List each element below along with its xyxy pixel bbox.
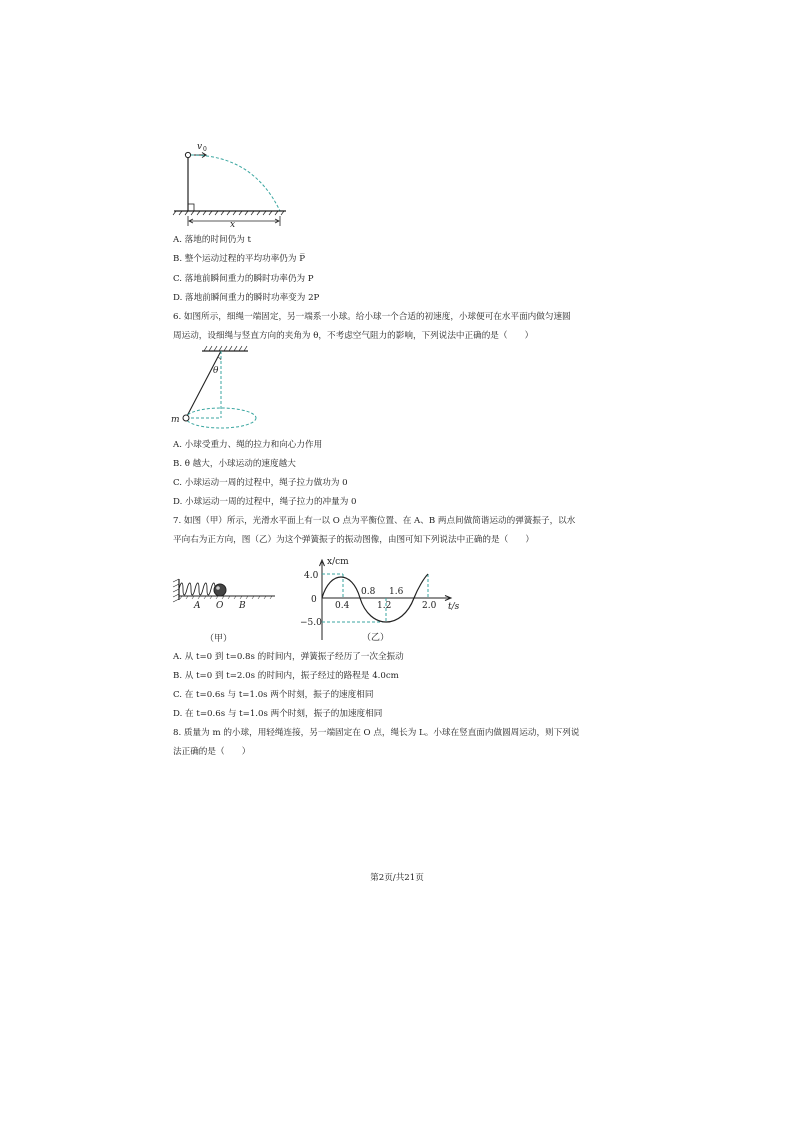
q7-stem-line-2: 平向右为正方向，图（乙）为这个弹簧振子的振动图像，由图可知下列说法中正确的是（ ） <box>173 535 534 545</box>
q8-stem-line-2: 法正确的是（ ） <box>173 747 251 757</box>
q5-option-b: B. 整个运动过程的平均功率仍为 P̅ <box>173 254 306 264</box>
q7-option-a: A. 从 t=0 到 t=0.8s 的时间内，弹簧振子经历了一次全振动 <box>173 652 404 662</box>
y-tick-label: −5.0 <box>300 618 322 628</box>
q5-option-c: C. 落地前瞬间重力的瞬时功率仍为 P <box>173 274 314 284</box>
origin-label: 0 <box>311 595 317 605</box>
q7-option-d: D. 在 t=0.6s 与 t=1.0s 两个时刻，振子的加速度相同 <box>173 709 383 719</box>
y-tick-label: 4.0 <box>304 571 319 581</box>
x-tick-label: 0.8 <box>361 587 376 597</box>
t-axis-label: t/s <box>448 602 460 612</box>
v0-subscript: 0 <box>203 146 207 153</box>
point-o-label: O <box>216 601 224 611</box>
mass-label: m <box>171 415 180 425</box>
q7-option-b: B. 从 t=0 到 t=2.0s 的时间内，振子经过的路程是 4.0cm <box>173 671 399 681</box>
q6-stem-line-1: 6. 如图所示，细绳一端固定，另一端系一小球。给小球一个合适的初速度，小球便可在水平面内做匀速圆 <box>173 312 571 322</box>
q7-option-c: C. 在 t=0.6s 与 t=1.0s 两个时刻，振子的速度相同 <box>173 690 374 700</box>
q6-option-b: B. θ 越大，小球运动的速度越大 <box>173 459 296 469</box>
page-number: 第2页/共21页 <box>370 873 424 883</box>
x-distance-label: x <box>230 220 236 230</box>
conical-pendulum-figure <box>168 343 278 428</box>
q6-stem-line-2: 周运动，设细绳与竖直方向的夹角为 θ，不考虑空气阻力的影响，下列说法中正确的是（ ） <box>173 331 534 341</box>
point-a-label: A <box>194 601 201 611</box>
x-tick-label: 2.0 <box>422 601 437 611</box>
figure-jia-caption: （甲） <box>205 634 233 644</box>
q8-stem-line-1: 8. 质量为 m 的小球，用轻绳连接，另一端固定在 O 点，绳长为 L。小球在竖直面内做圆周运动，则下列说 <box>173 728 580 738</box>
q6-option-c: C. 小球运动一周的过程中，绳子拉力做功为 0 <box>173 478 348 488</box>
projectile-figure <box>168 138 298 228</box>
x-tick-label: 0.4 <box>335 601 350 611</box>
v0-label: v <box>197 142 203 152</box>
q7-stem-line-1: 7. 如图（甲）所示，光滑水平面上有一以 O 点为平衡位置、在 A、B 两点间做简谐运动的弹簧振子，以水 <box>173 516 576 526</box>
figure-yi-caption: （乙） <box>362 633 390 643</box>
q5-option-d: D. 落地前瞬间重力的瞬时功率变为 2P <box>173 293 320 303</box>
vibration-graph <box>300 553 475 643</box>
point-b-label: B <box>239 601 246 611</box>
y-axis-label: x/cm <box>327 557 349 567</box>
q6-option-a: A. 小球受重力、绳的拉力和向心力作用 <box>173 440 323 450</box>
theta-label: θ <box>213 366 219 376</box>
x-tick-label: 1.6 <box>389 587 404 597</box>
q6-option-d: D. 小球运动一周的过程中，绳子拉力的冲量为 0 <box>173 497 357 507</box>
q5-option-a: A. 落地的时间仍为 t <box>173 235 252 245</box>
spring-oscillator-figure <box>170 570 285 655</box>
x-tick-label: 1.2 <box>377 601 392 611</box>
